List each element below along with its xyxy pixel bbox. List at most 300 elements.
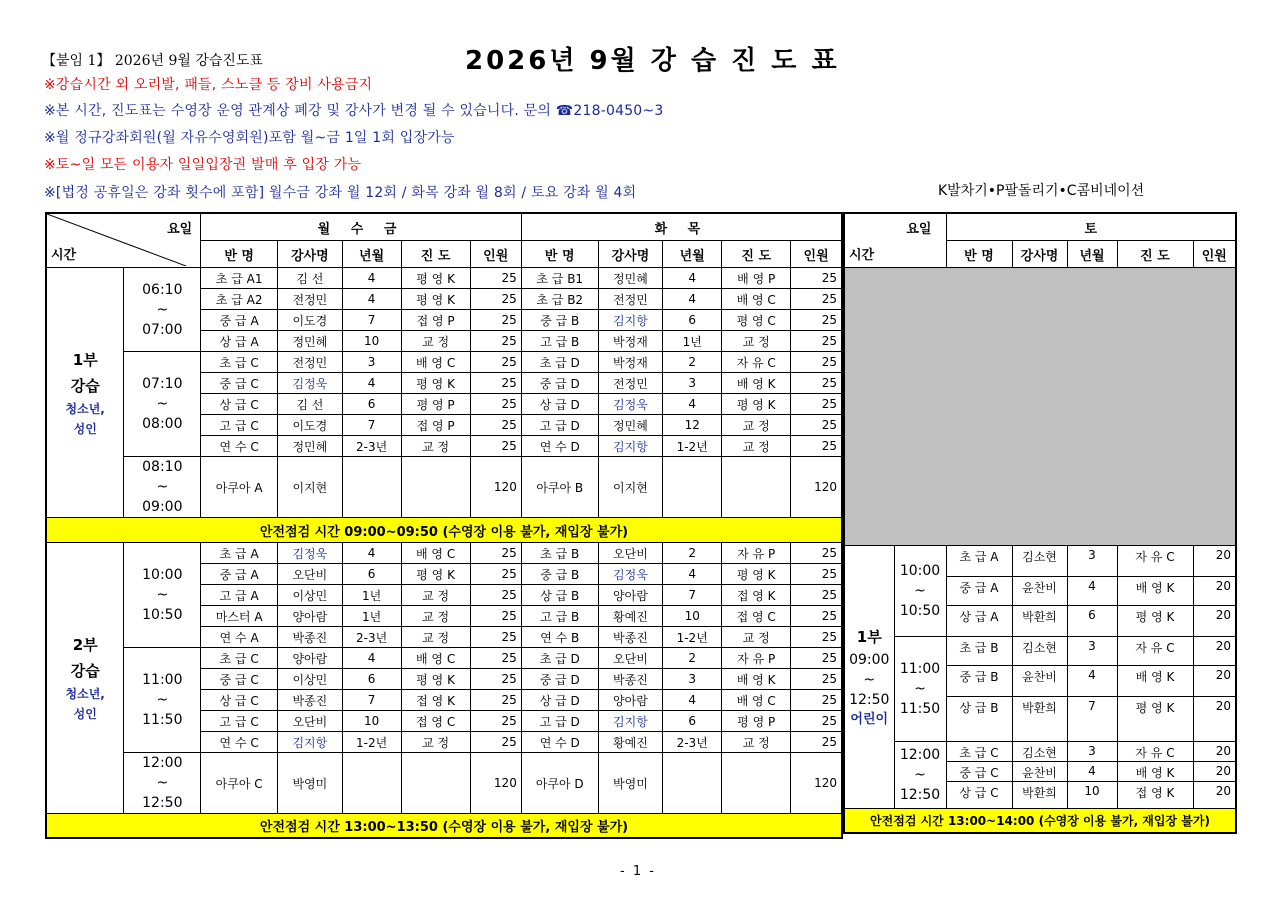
mwf-capacity: 25 <box>470 648 521 669</box>
tt-level: 4 <box>663 564 722 585</box>
sat-class-name: 초 급 C <box>946 742 1012 762</box>
sat-class-name: 중 급 B <box>946 666 1012 697</box>
col-class: 반 명 <box>521 241 598 268</box>
sat-progress: 배 영 K <box>1117 762 1193 782</box>
col-progress: 진 도 <box>1117 241 1193 268</box>
tt-instructor: 김정욱 <box>598 394 663 415</box>
mwf-instructor: 오단비 <box>278 711 343 732</box>
sat-class-name: 초 급 B <box>946 637 1012 666</box>
tt-capacity: 25 <box>791 352 842 373</box>
tt-level: 1-2년 <box>663 436 722 457</box>
time-slot-text: ~ <box>914 681 926 697</box>
tt-class-name: 상 급 D <box>521 394 598 415</box>
tt-level: 1-2년 <box>663 627 722 648</box>
col-level: 년월 <box>342 241 401 268</box>
sat-level: 7 <box>1067 697 1117 742</box>
mwf-instructor: 이도경 <box>278 310 343 331</box>
tt-class-name: 고 급 D <box>521 415 598 436</box>
sat-time-header: 시간 <box>844 241 946 268</box>
sat-instructor: 김소현 <box>1012 742 1067 762</box>
part-audience-2: 성인 <box>73 707 97 721</box>
tt-capacity: 25 <box>791 289 842 310</box>
mwf-progress: 평 영 P <box>401 394 470 415</box>
part-audience: 청소년, <box>65 687 105 701</box>
mwf-level: 6 <box>342 394 401 415</box>
tt-progress: 평 영 C <box>722 310 791 331</box>
tt-level: 4 <box>663 268 722 289</box>
tt-instructor: 양아람 <box>598 585 663 606</box>
tt-capacity: 25 <box>791 543 842 564</box>
mwf-progress: 교 정 <box>401 436 470 457</box>
mwf-class-name: 아쿠아 C <box>201 753 278 814</box>
mwf-progress: 접 영 C <box>401 711 470 732</box>
mwf-level: 7 <box>342 415 401 436</box>
tt-capacity: 25 <box>791 669 842 690</box>
tt-instructor: 전정민 <box>598 289 663 310</box>
mwf-progress: 접 영 K <box>401 690 470 711</box>
time-slot-text: 11:50 <box>142 712 183 728</box>
tt-progress: 자 유 P <box>722 648 791 669</box>
mwf-class-name: 중 급 C <box>201 669 278 690</box>
corner-time-label: 시간 <box>51 248 77 263</box>
mwf-class-name: 연 수 C <box>201 732 278 753</box>
time-slot-text: 08:00 <box>142 416 183 432</box>
time-slot-text: ~ <box>156 587 169 603</box>
mwf-instructor: 김정욱 <box>278 373 343 394</box>
mwf-progress: 접 영 P <box>401 415 470 436</box>
mwf-capacity: 25 <box>470 394 521 415</box>
mwf-class-name: 초 급 A2 <box>201 289 278 310</box>
tt-progress: 교 정 <box>722 627 791 648</box>
sat-level: 6 <box>1067 606 1117 637</box>
col-level: 년월 <box>1067 241 1117 268</box>
time-slot-text: 10:50 <box>142 607 183 623</box>
sat-level: 3 <box>1067 742 1117 762</box>
time-slot-text: 12:00 <box>142 755 183 771</box>
part-time: 12:50 <box>849 692 890 708</box>
tt-progress: 교 정 <box>722 732 791 753</box>
tt-level: 1년 <box>663 331 722 352</box>
mwf-instructor: 정민혜 <box>278 331 343 352</box>
mwf-class-name: 고 급 A <box>201 585 278 606</box>
tt-capacity: 25 <box>791 331 842 352</box>
tt-progress <box>722 753 791 814</box>
tt-class-name: 고 급 D <box>521 711 598 732</box>
part-label: 1부 <box>72 350 98 369</box>
sat-class-name: 중 급 C <box>946 762 1012 782</box>
mwf-level: 6 <box>342 669 401 690</box>
time-slot <box>894 742 946 809</box>
note-weekend-entry: ※토~일 모든 이용자 일일입장권 발매 후 입장 가능 <box>44 157 362 173</box>
mwf-class-name: 고 급 C <box>201 711 278 732</box>
tt-class-name: 초 급 B2 <box>521 289 598 310</box>
tt-class-name: 초 급 D <box>521 352 598 373</box>
mwf-progress: 평 영 K <box>401 268 470 289</box>
tt-level: 2 <box>663 648 722 669</box>
schedule-row <box>844 742 1236 762</box>
col-capacity: 인원 <box>1193 241 1236 268</box>
tt-instructor: 황예진 <box>598 732 663 753</box>
schedule-row <box>46 648 842 669</box>
mwf-level: 2-3년 <box>342 436 401 457</box>
mwf-capacity: 25 <box>470 373 521 394</box>
tt-progress: 접 영 K <box>722 585 791 606</box>
time-slot-text: ~ <box>914 583 926 599</box>
sat-level: 4 <box>1067 577 1117 606</box>
time-slot <box>124 543 201 648</box>
mwf-class-name: 고 급 C <box>201 415 278 436</box>
sat-level: 3 <box>1067 546 1117 577</box>
tt-instructor: 김지항 <box>598 310 663 331</box>
tt-level: 6 <box>663 711 722 732</box>
sat-level: 4 <box>1067 762 1117 782</box>
part-label: 2부 <box>72 636 98 654</box>
sat-capacity: 20 <box>1193 742 1236 762</box>
tt-level: 4 <box>663 289 722 310</box>
tt-class-name: 아쿠아 D <box>521 753 598 814</box>
time-slot-text: ~ <box>156 692 169 708</box>
mwf-progress: 배 영 C <box>401 648 470 669</box>
mwf-level <box>342 457 401 518</box>
sat-level: 10 <box>1067 782 1117 809</box>
tt-capacity: 25 <box>791 310 842 331</box>
tt-progress <box>722 457 791 518</box>
part-label-2: 강습 <box>70 662 100 680</box>
tt-level: 4 <box>663 394 722 415</box>
sat-instructor: 김소현 <box>1012 546 1067 577</box>
mwf-class-name: 상 급 A <box>201 331 278 352</box>
time-slot-text: 12:50 <box>142 795 183 811</box>
sat-class-name: 초 급 A <box>946 546 1012 577</box>
tt-class-name: 상 급 B <box>521 585 598 606</box>
tt-level: 2-3년 <box>663 732 722 753</box>
tt-progress: 평 영 K <box>722 564 791 585</box>
sat-progress: 자 유 C <box>1117 546 1193 577</box>
tt-level: 3 <box>663 373 722 394</box>
schedule-row <box>844 637 1236 666</box>
tt-progress: 배 영 P <box>722 268 791 289</box>
mwf-instructor: 김지항 <box>278 732 343 753</box>
sat-instructor: 박환희 <box>1012 606 1067 637</box>
mwf-progress <box>401 457 470 518</box>
col-class: 반 명 <box>946 241 1012 268</box>
note-equipment: ※강습시간 외 오리발, 패들, 스노클 등 장비 사용금지 <box>44 77 373 93</box>
time-slot-text: 10:50 <box>899 603 941 619</box>
tt-capacity: 120 <box>791 457 842 518</box>
sat-class-name: 상 급 A <box>946 606 1012 637</box>
tt-class-name: 초 급 B1 <box>521 268 598 289</box>
sat-progress: 배 영 K <box>1117 577 1193 606</box>
saturday-schedule-table <box>843 212 1237 834</box>
sat-progress: 접 영 K <box>1117 782 1193 809</box>
sat-capacity: 20 <box>1193 697 1236 742</box>
time-slot-text: 11:50 <box>899 701 941 717</box>
col-capacity: 인원 <box>791 241 842 268</box>
mwf-level: 7 <box>342 310 401 331</box>
col-level: 년월 <box>663 241 722 268</box>
sat-instructor: 윤찬비 <box>1012 577 1067 606</box>
sat-progress: 평 영 K <box>1117 606 1193 637</box>
tt-level: 7 <box>663 585 722 606</box>
tt-level <box>663 753 722 814</box>
tt-instructor: 김정욱 <box>598 564 663 585</box>
note-weekday-entry: ※월 정규강좌회원(월 자유수영회원)포함 월~금 1일 1회 입장가능 <box>44 130 455 146</box>
mwf-class-name: 중 급 A <box>201 310 278 331</box>
mwf-level: 3 <box>342 352 401 373</box>
tt-capacity: 25 <box>791 394 842 415</box>
mwf-progress: 평 영 K <box>401 669 470 690</box>
schedule-row <box>844 546 1236 577</box>
mwf-capacity: 25 <box>470 585 521 606</box>
corner-day-label: 요일 <box>167 222 193 237</box>
sat-instructor: 김소현 <box>1012 637 1067 666</box>
note-holiday-count: ※[법정 공휴일은 강좌 횟수에 포함] 월수금 강좌 월 12회 / 화목 강좌 월 8회 / 토요 강좌 월 4회 <box>44 185 637 201</box>
mwf-level: 7 <box>342 690 401 711</box>
tt-instructor: 이지현 <box>598 457 663 518</box>
tt-progress: 배 영 K <box>722 669 791 690</box>
tt-capacity: 25 <box>791 606 842 627</box>
sat-capacity: 20 <box>1193 606 1236 637</box>
tt-class-name: 중 급 B <box>521 310 598 331</box>
mwf-progress: 평 영 K <box>401 289 470 310</box>
sat-capacity: 20 <box>1193 666 1236 697</box>
mwf-progress: 교 정 <box>401 627 470 648</box>
mwf-capacity: 25 <box>470 543 521 564</box>
part-audience: 청소년, <box>65 401 105 416</box>
time-slot-text: ~ <box>914 767 926 783</box>
part-time: ~ <box>863 672 876 688</box>
mwf-instructor: 이도경 <box>278 415 343 436</box>
tt-instructor: 정민혜 <box>598 268 663 289</box>
mwf-instructor: 전정민 <box>278 352 343 373</box>
mwf-capacity: 25 <box>470 331 521 352</box>
part-label-2: 강습 <box>70 376 100 395</box>
note-schedule-change: ※본 시간, 진도표는 수영장 운영 관계상 폐강 및 강사가 변경 될 수 있습니다. 문의 ☎218-0450~3 <box>44 103 664 119</box>
mwf-capacity: 25 <box>470 711 521 732</box>
time-slot-text: 11:00 <box>142 672 183 688</box>
time-slot-text: 10:00 <box>899 563 941 579</box>
sat-day-header: 요일 <box>844 213 946 241</box>
aqua-row <box>46 457 842 518</box>
mwf-level: 10 <box>342 331 401 352</box>
part2-body <box>46 543 842 814</box>
mwf-progress: 평 영 K <box>401 373 470 394</box>
safety-check-banner: 안전점검 시간 13:00~14:00 (수영장 이용 불가, 재입장 불가) <box>844 809 1236 834</box>
sat-level: 4 <box>1067 666 1117 697</box>
saturday-closed-area <box>844 268 1236 546</box>
sat-progress: 배 영 K <box>1117 666 1193 697</box>
tt-instructor: 황예진 <box>598 606 663 627</box>
tt-capacity: 25 <box>791 373 842 394</box>
mwf-capacity: 25 <box>470 627 521 648</box>
col-class: 반 명 <box>201 241 278 268</box>
time-slot-text: ~ <box>156 775 169 791</box>
sat-class-name: 상 급 B <box>946 697 1012 742</box>
tt-capacity: 25 <box>791 690 842 711</box>
sat-progress: 자 유 C <box>1117 637 1193 666</box>
time-slot <box>894 637 946 742</box>
tt-class-name: 고 급 B <box>521 331 598 352</box>
time-slot-text: 06:10 <box>142 281 183 298</box>
mwf-level: 2-3년 <box>342 627 401 648</box>
mwf-level: 10 <box>342 711 401 732</box>
sat-capacity: 20 <box>1193 577 1236 606</box>
tt-progress: 배 영 K <box>722 373 791 394</box>
sat-capacity: 20 <box>1193 782 1236 809</box>
mwf-instructor: 오단비 <box>278 564 343 585</box>
tt-level <box>663 457 722 518</box>
tt-class-name: 초 급 B <box>521 543 598 564</box>
time-slot <box>894 546 946 637</box>
mwf-progress: 교 정 <box>401 606 470 627</box>
tt-instructor: 김지항 <box>598 711 663 732</box>
time-slot-text: 12:50 <box>899 787 941 803</box>
mwf-class-name: 연 수 C <box>201 436 278 457</box>
sat-instructor: 윤찬비 <box>1012 666 1067 697</box>
mwf-class-name: 상 급 C <box>201 690 278 711</box>
tt-progress: 배 영 C <box>722 289 791 310</box>
time-slot <box>124 268 201 352</box>
mwf-header: 월 수 금 <box>201 213 522 241</box>
mwf-progress <box>401 753 470 814</box>
tt-capacity: 120 <box>791 753 842 814</box>
sat-body <box>844 546 1236 809</box>
tt-level: 12 <box>663 415 722 436</box>
mwf-capacity: 25 <box>470 436 521 457</box>
col-progress: 진 도 <box>401 241 470 268</box>
tt-level: 10 <box>663 606 722 627</box>
mwf-capacity: 25 <box>470 690 521 711</box>
tt-class-name: 중 급 D <box>521 669 598 690</box>
sat-class-name: 중 급 A <box>946 577 1012 606</box>
time-slot-text: 10:00 <box>142 567 183 583</box>
tt-progress: 자 유 C <box>722 352 791 373</box>
sat-class-name: 상 급 C <box>946 782 1012 809</box>
tt-class-name: 아쿠아 B <box>521 457 598 518</box>
mwf-instructor: 박종진 <box>278 690 343 711</box>
mwf-instructor: 양아람 <box>278 606 343 627</box>
tt-class-name: 연 수 B <box>521 627 598 648</box>
mwf-instructor: 김 선 <box>278 268 343 289</box>
mwf-progress: 교 정 <box>401 732 470 753</box>
col-instructor: 강사명 <box>598 241 663 268</box>
tt-instructor: 정민혜 <box>598 415 663 436</box>
sat-capacity: 20 <box>1193 546 1236 577</box>
col-progress: 진 도 <box>722 241 791 268</box>
schedule-row <box>46 268 842 289</box>
tt-instructor: 오단비 <box>598 648 663 669</box>
tt-progress: 평 영 P <box>722 711 791 732</box>
time-slot-text: 08:10 <box>142 459 183 475</box>
sat-progress: 평 영 K <box>1117 697 1193 742</box>
mwf-capacity: 25 <box>470 310 521 331</box>
page-number: - 1 - <box>620 864 656 879</box>
tt-instructor: 오단비 <box>598 543 663 564</box>
part-label-cell <box>46 268 124 518</box>
mwf-class-name: 중 급 A <box>201 564 278 585</box>
mwf-instructor: 이지현 <box>278 457 343 518</box>
tt-class-name: 중 급 D <box>521 373 598 394</box>
time-slot-text: ~ <box>156 301 169 318</box>
tt-instructor: 김지항 <box>598 436 663 457</box>
weekday-schedule-table <box>45 212 843 839</box>
mwf-capacity: 25 <box>470 352 521 373</box>
tt-instructor: 박정재 <box>598 352 663 373</box>
part-audience-2: 성인 <box>73 421 97 436</box>
col-instructor: 강사명 <box>1012 241 1067 268</box>
mwf-level: 6 <box>342 564 401 585</box>
mwf-instructor: 전정민 <box>278 289 343 310</box>
schedule-row <box>46 352 842 373</box>
tt-progress: 교 정 <box>722 331 791 352</box>
sat-instructor: 박환희 <box>1012 697 1067 742</box>
tt-class-name: 고 급 B <box>521 606 598 627</box>
mwf-class-name: 초 급 C <box>201 648 278 669</box>
tt-progress: 자 유 P <box>722 543 791 564</box>
sat-level: 3 <box>1067 637 1117 666</box>
mwf-level <box>342 753 401 814</box>
tt-capacity: 25 <box>791 627 842 648</box>
mwf-progress: 배 영 C <box>401 543 470 564</box>
mwf-capacity: 25 <box>470 415 521 436</box>
mwf-level: 4 <box>342 373 401 394</box>
time-slot <box>124 753 201 814</box>
part-audience: 어린이 <box>850 712 889 727</box>
mwf-capacity: 25 <box>470 669 521 690</box>
sat-instructor: 윤찬비 <box>1012 762 1067 782</box>
time-slot <box>124 648 201 753</box>
mwf-instructor: 김정욱 <box>278 543 343 564</box>
part-label-cell <box>844 546 894 809</box>
col-instructor: 강사명 <box>278 241 343 268</box>
time-slot-text: 12:00 <box>899 747 941 763</box>
tt-level: 4 <box>663 690 722 711</box>
mwf-capacity: 25 <box>470 564 521 585</box>
mwf-instructor: 박영미 <box>278 753 343 814</box>
time-slot-text: 07:00 <box>142 321 183 338</box>
tt-capacity: 25 <box>791 268 842 289</box>
tt-instructor: 박종진 <box>598 669 663 690</box>
sat-instructor: 박환희 <box>1012 782 1067 809</box>
mwf-class-name: 아쿠아 A <box>201 457 278 518</box>
tt-header: 화 목 <box>521 213 842 241</box>
mwf-class-name: 초 급 A <box>201 543 278 564</box>
safety-check-banner: 안전점검 시간 13:00~13:50 (수영장 이용 불가, 재입장 불가) <box>46 814 842 839</box>
mwf-class-name: 초 급 C <box>201 352 278 373</box>
tt-instructor: 박정재 <box>598 331 663 352</box>
tt-capacity: 25 <box>791 732 842 753</box>
mwf-class-name: 중 급 C <box>201 373 278 394</box>
mwf-class-name: 초 급 A1 <box>201 268 278 289</box>
tt-capacity: 25 <box>791 648 842 669</box>
tt-capacity: 25 <box>791 585 842 606</box>
mwf-capacity: 120 <box>470 753 521 814</box>
mwf-progress: 접 영 P <box>401 310 470 331</box>
mwf-level: 1년 <box>342 585 401 606</box>
mwf-level: 4 <box>342 289 401 310</box>
tt-instructor: 양아람 <box>598 690 663 711</box>
tt-level: 3 <box>663 669 722 690</box>
time-slot <box>124 457 201 518</box>
tt-level: 2 <box>663 543 722 564</box>
mwf-class-name: 마스터 A <box>201 606 278 627</box>
mwf-level: 1년 <box>342 606 401 627</box>
mwf-instructor: 양아람 <box>278 648 343 669</box>
mwf-instructor: 이상민 <box>278 585 343 606</box>
corner-header <box>46 213 201 268</box>
tt-instructor: 박영미 <box>598 753 663 814</box>
mwf-instructor: 정민혜 <box>278 436 343 457</box>
